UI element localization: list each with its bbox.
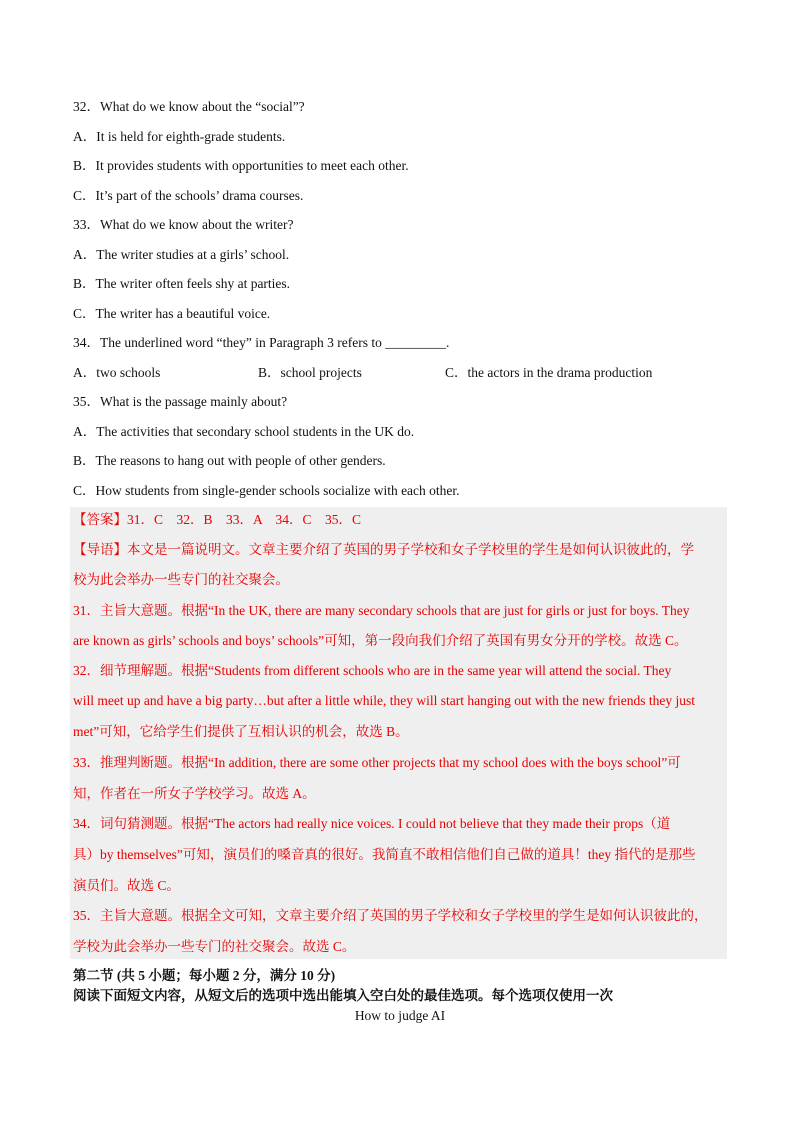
explain-35-line-1: 35．主旨大意题。根据全文可知，文章主要介绍了英国的男子学校和女子学校里的学生是如何认识彼此的， <box>73 908 708 923</box>
question-35: 35．What is the passage mainly about? <box>73 394 288 409</box>
section-instruction: 阅读下面短文内容，从短文后的选项中选出能填入空白处的最佳选项。每个选项仅使用一次 <box>73 988 613 1003</box>
q34-option-a: A．two schools <box>73 365 161 380</box>
q33-option-a: A．The writer studies at a girls’ school. <box>73 247 290 262</box>
q33-option-b: B．The writer often feels shy at parties. <box>73 276 291 291</box>
q34-option-c: C．the actors in the drama production <box>445 365 653 380</box>
explain-32-line-3: met”可知，它给学生们提供了互相认识的机会，故选 B。 <box>73 724 409 739</box>
answer-key: 【答案】31．C 32．B 33．A 34．C 35．C <box>73 512 362 527</box>
explain-31-line-2: are known as girls’ schools and boys’ schools”可知，第一段向我们介绍了英国有男女分开的学校。故选 C。 <box>73 633 688 648</box>
explain-34-line-1: 34．词句猜测题。根据“The actors had really nice voices. I could not believe that they made their props（道 <box>73 816 671 831</box>
explain-31-line-1: 31．主旨大意题。根据“In the UK, there are many secondary schools that are just for girls or just for boys. They <box>73 603 690 618</box>
explain-33-line-1: 33．推理判断题。根据“In addition, there are some other projects that my school does with the boys school”可 <box>73 755 681 770</box>
question-32: 32．What do we know about the “social”? <box>73 99 305 114</box>
q34-options-row <box>73 364 723 382</box>
q35-option-a: A．The activities that secondary school students in the UK do. <box>73 424 415 439</box>
q33-option-c: C．The writer has a beautiful voice. <box>73 306 271 321</box>
q35-option-b: B．The reasons to hang out with people of other genders. <box>73 453 386 468</box>
section-heading: 第二节 (共 5 小题；每小题 2 分，满分 10 分) <box>73 968 336 983</box>
q32-option-c: C．It’s part of the schools’ drama courses. <box>73 188 304 203</box>
guide-line-1: 【导语】本文是一篇说明文。文章主要介绍了英国的男子学校和女子学校里的学生是如何认识彼此的，学 <box>73 542 694 557</box>
explain-32-line-1: 32．细节理解题。根据“Students from different schools who are in the same year will attend the social. They <box>73 663 672 678</box>
q32-option-b: B．It provides students with opportunities to meet each other. <box>73 158 409 173</box>
explain-34-line-3: 演员们。故选 C。 <box>73 878 180 893</box>
explain-32-line-2: will meet up and have a big party…but after a little while, they will start hanging out with the new friends they just <box>73 693 695 708</box>
explain-35-line-2: 学校为此会举办一些专门的社交聚会。故选 C。 <box>73 939 356 954</box>
q32-option-a: A．It is held for eighth-grade students. <box>73 129 286 144</box>
explain-33-line-2: 知，作者在一所女子学校学习。故选 A。 <box>73 786 316 801</box>
passage-title: How to judge AI <box>354 1008 446 1023</box>
question-33: 33．What do we know about the writer? <box>73 217 294 232</box>
guide-line-2: 校为此会举办一些专门的社交聚会。 <box>73 572 289 587</box>
question-34: 34．The underlined word “they” in Paragraph 3 refers to _________. <box>73 335 450 350</box>
q34-option-b: B．school projects <box>258 365 362 380</box>
explain-34-line-2: 具）by themselves”可知，演员们的嗓音真的很好。我简直不敢相信他们自己做的道具！they 指代的是那些 <box>73 847 696 862</box>
q35-option-c: C．How students from single-gender schools socialize with each other. <box>73 483 460 498</box>
